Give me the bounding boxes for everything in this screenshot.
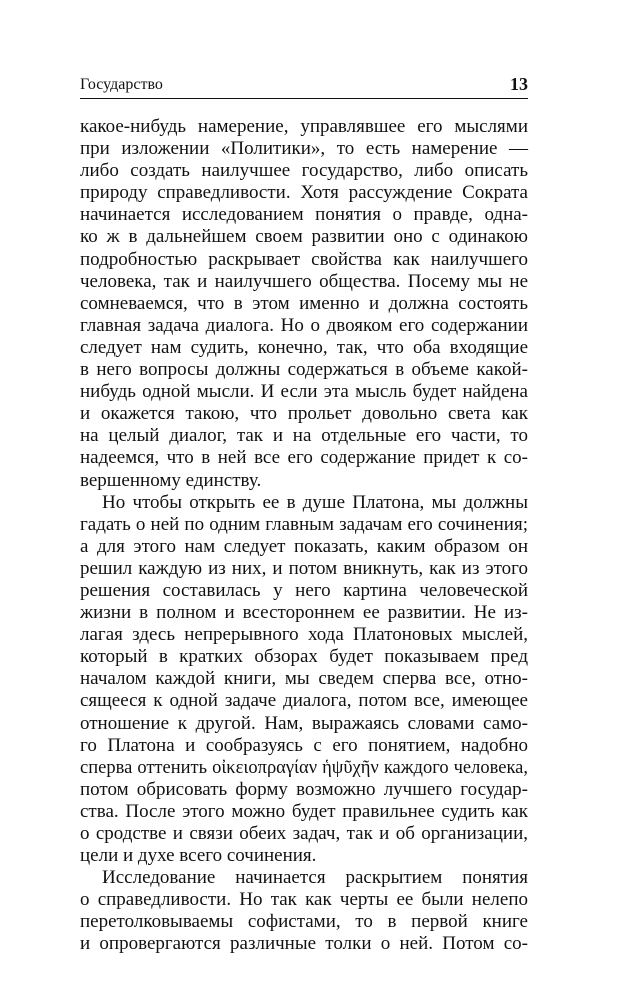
text-line: главная задача диалога. Но о двояком его содержании: [80, 314, 528, 336]
text-line: и опровергаются различные толки о ней. Потом со-: [80, 933, 528, 955]
running-title: Государство: [80, 76, 163, 93]
text-line: а для этого нам следует показать, каким образом он: [80, 535, 528, 557]
text-line: человека, так и наилучшего общества. Посему мы не: [80, 270, 528, 292]
text-line: ства. После этого можно будет правильнее судить как: [80, 800, 528, 822]
page-number: 13: [510, 74, 528, 94]
text-line: природу справедливости. Хотя рассуждение Сократа: [80, 182, 528, 204]
text-line: и окажется такою, что прольет довольно света как: [80, 403, 528, 425]
text-line: надеемся, что в ней все его содержание придет к со-: [80, 447, 528, 469]
text-line: отношение к другой. Нам, выражаясь словами само-: [80, 712, 528, 734]
text-line: перетолковываемы софистами, то в первой книге: [80, 911, 528, 933]
text-line: о сродстве и связи обеих задач, так и об организации,: [80, 823, 528, 844]
text-line: лагая здесь непрерывного хода Платоновых мыслей,: [80, 624, 528, 646]
text-line: го Платона и сообразуясь с его понятием, надобно: [80, 734, 528, 756]
running-head: [80, 72, 528, 99]
text-line: решения составилась у него картина человеческой: [80, 579, 528, 601]
text-line: Исследование начинается раскрытием понятия: [102, 867, 528, 889]
text-line: жизни в полном и всестороннем ее развитии. Не из-: [80, 602, 528, 624]
text-line: начинается исследованием понятия о правде, одна-: [80, 204, 528, 226]
text-line: нибудь одной мысли. И если эта мысль будет найдена: [80, 381, 528, 403]
text-line: сперва оттенить οἰκειοπραγίαν ἡψῦχῆν каждого человека,: [80, 757, 528, 778]
text-line: который в кратких обзорах будет показываем пред: [80, 646, 528, 668]
text-line: при изложении «Политики», то есть намерение —: [80, 138, 528, 160]
text-line: какое-нибудь намерение, управлявшее его мыслями: [80, 116, 528, 137]
text-line: на целый диалог, так и на отдельные его части, то: [80, 425, 528, 447]
text-line: в него вопросы должны содержаться в объеме какой-: [80, 359, 528, 381]
text-line: сомневаемся, что в этом именно и должна состоять: [80, 292, 528, 314]
text-line: либо создать наилучшее государство, либо описать: [80, 160, 528, 182]
text-line: подробностью раскрывает свойства как наилучшего: [80, 248, 528, 270]
text-line: решил каждую из них, и потом вникнуть, как из этого: [80, 557, 528, 579]
text-line: цели и духе всего сочинения.: [80, 845, 317, 867]
text-line: сящееся к одной задаче диалога, потом все, имеющее: [80, 690, 528, 712]
text-line: о справедливости. Но так как черты ее были нелепо: [80, 889, 528, 911]
text-line: началом каждой книги, мы сведем сперва все, отно-: [80, 668, 528, 690]
text-line: вершенному единству.: [80, 469, 262, 491]
text-line: ко ж в дальнейшем своем развитии оно с одинакою: [80, 226, 528, 248]
text-line: потом обрисовать форму возможно лучшего государ-: [80, 778, 528, 800]
body-text: [80, 116, 528, 956]
text-line: гадать о ней по одним главным задачам его сочинения;: [80, 513, 528, 535]
text-line: следует нам судить, конечно, так, что оба входящие: [80, 336, 528, 358]
text-line: Но чтобы открыть ее в душе Платона, мы должны: [102, 491, 528, 513]
